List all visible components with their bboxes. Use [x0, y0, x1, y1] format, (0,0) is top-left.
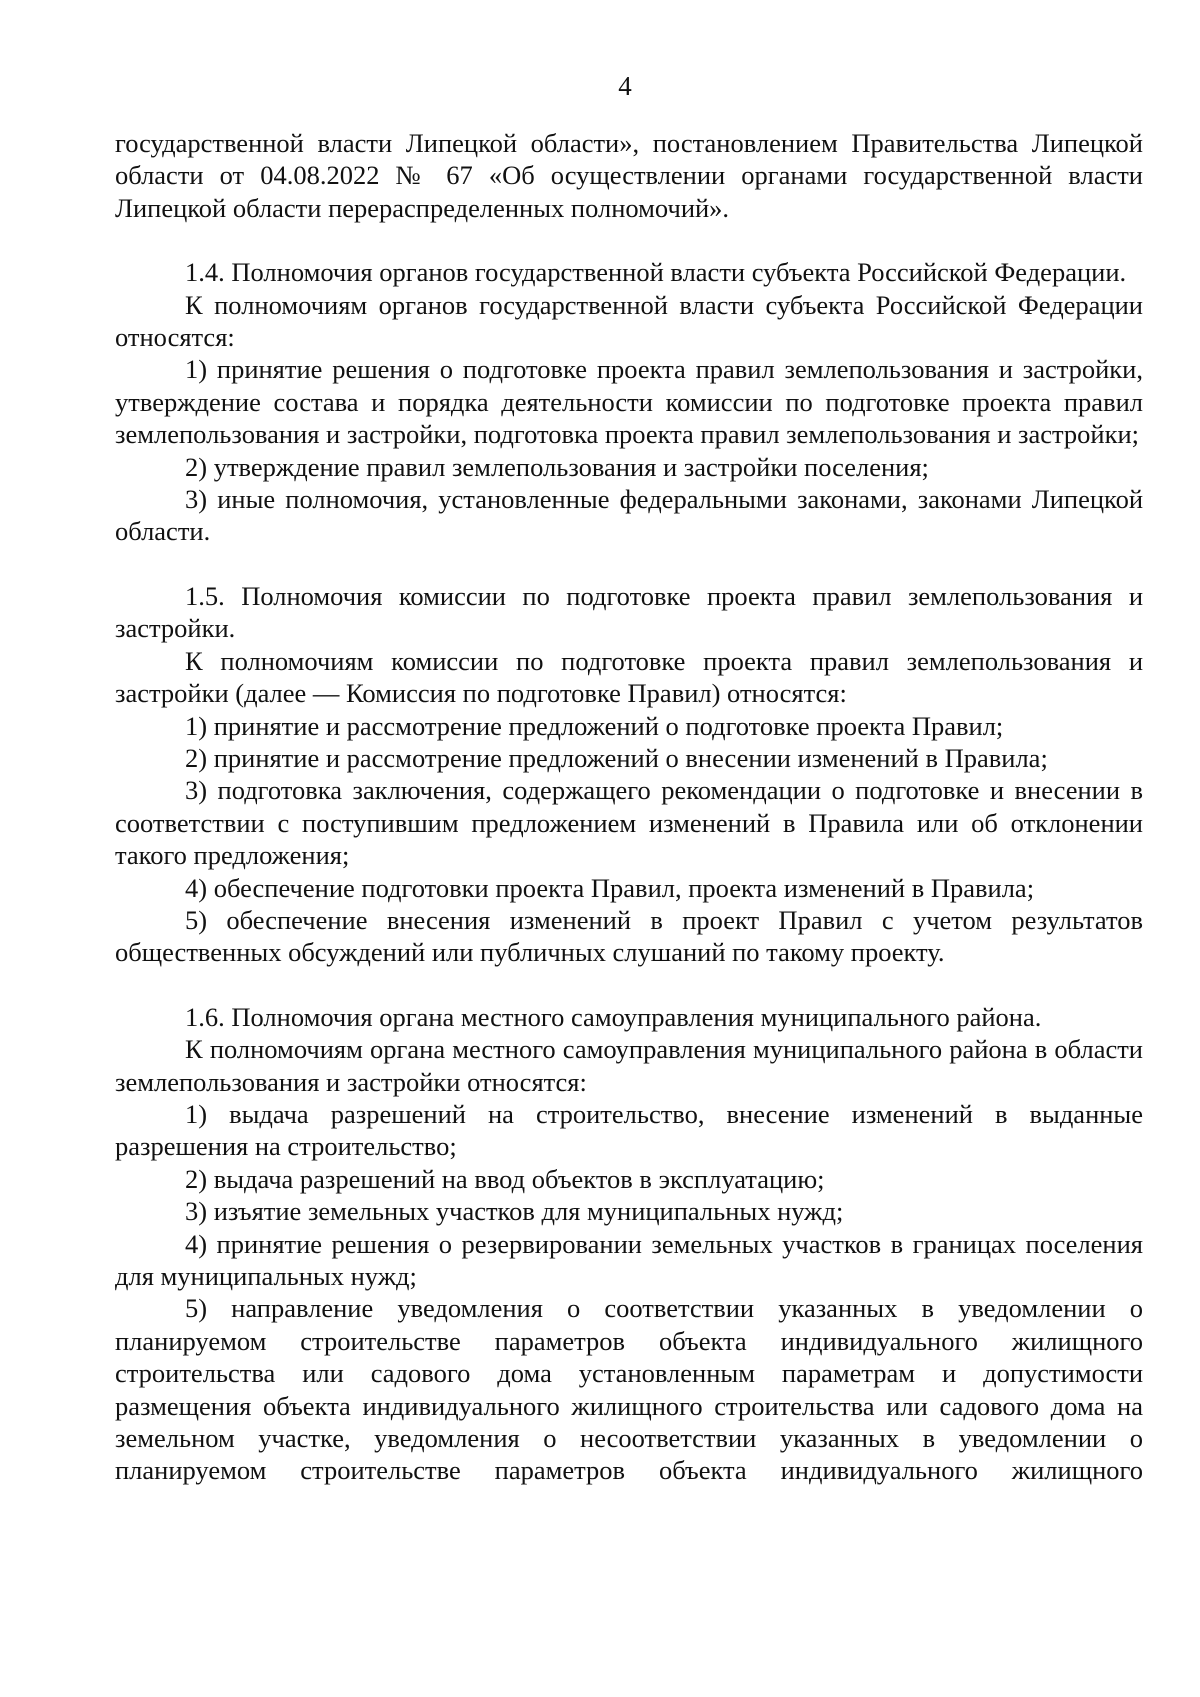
- list-item: 3) изъятие земельных участков для муниципальных нужд;: [185, 1196, 844, 1227]
- list-item: 5) направление уведомления о соответствии указанных в уведомлении о планируемом строительстве параметров объекта индивидуального жилищного строительства или садового дома установленным параметрам и допустимости размещения объекта индивидуального жилищного строительства или садового дома на земельном участке, уведомления о несоответствии указанных в уведомлении о планируемом строительстве параметров объекта индивидуального жилищного: [115, 1293, 1143, 1486]
- list-item: 4) принятие решения о резервировании земельных участков в границах поселения для муниципальных нужд;: [115, 1228, 1143, 1291]
- list-item: 2) утверждение правил землепользования и застройки поселения;: [185, 451, 929, 482]
- section-heading-1-5: 1.5. Полномочия комиссии по подготовке проекта правил землепользования и застройки.: [115, 580, 1143, 644]
- paragraph: К полномочиям органа местного самоуправления муниципального района в области землепользования и застройки относятся:: [115, 1034, 1143, 1097]
- list-item: 1) принятие решения о подготовке проекта правил землепользования и застройки, утверждение состава и порядка деятельности комиссии по подготовке проекта правил землепользования и застройки, подготовка проекта правил землепользования и застройки;: [115, 354, 1143, 450]
- list-item: 2) выдача разрешений на ввод объектов в эксплуатацию;: [185, 1163, 825, 1194]
- paragraph: К полномочиям комиссии по подготовке проекта правил землепользования и застройки (далее — Комиссия по подготовке Правил) относятся:: [115, 645, 1143, 709]
- paragraph-continuation: государственной власти Липецкой области», постановлением Правительства Липецкой области от 04.08.2022 № 67 «Об осуществлении органами государственной власти Липецкой области перераспределенных полномочий».: [115, 128, 1143, 223]
- list-item: 4) обеспечение подготовки проекта Правил, проекта изменений в Правила;: [185, 872, 1035, 903]
- section-gap: [115, 548, 1143, 580]
- page-number: 4: [618, 71, 632, 101]
- section-gap: [115, 224, 1143, 256]
- section-heading-1-4: 1.4. Полномочия органов государственной власти субъекта Российской Федерации.: [185, 257, 1127, 288]
- list-item: 1) выдача разрешений на строительство, внесение изменений в выданные разрешения на строительство;: [115, 1098, 1143, 1162]
- list-item: 3) подготовка заключения, содержащего рекомендации о подготовке и внесении в соответствии с поступившим предложением изменений в Правила или об отклонении такого предложения;: [115, 775, 1143, 871]
- list-item: 1) принятие и рассмотрение предложений о подготовке проекта Правил;: [185, 710, 1004, 741]
- document-body: [115, 127, 1143, 1487]
- paragraph: К полномочиям органов государственной власти субъекта Российской Федерации относятся:: [115, 289, 1143, 353]
- list-item: 5) обеспечение внесения изменений в проект Правил с учетом результатов общественных обсуждений или публичных слушаний по такому проекту.: [115, 904, 1143, 968]
- section-gap: [115, 969, 1143, 1001]
- list-item: 3) иные полномочия, установленные федеральными законами, законами Липецкой области.: [115, 484, 1143, 547]
- section-heading-1-6: 1.6. Полномочия органа местного самоуправления муниципального района.: [185, 1001, 1042, 1032]
- list-item: 2) принятие и рассмотрение предложений о внесении изменений в Правила;: [185, 742, 1048, 773]
